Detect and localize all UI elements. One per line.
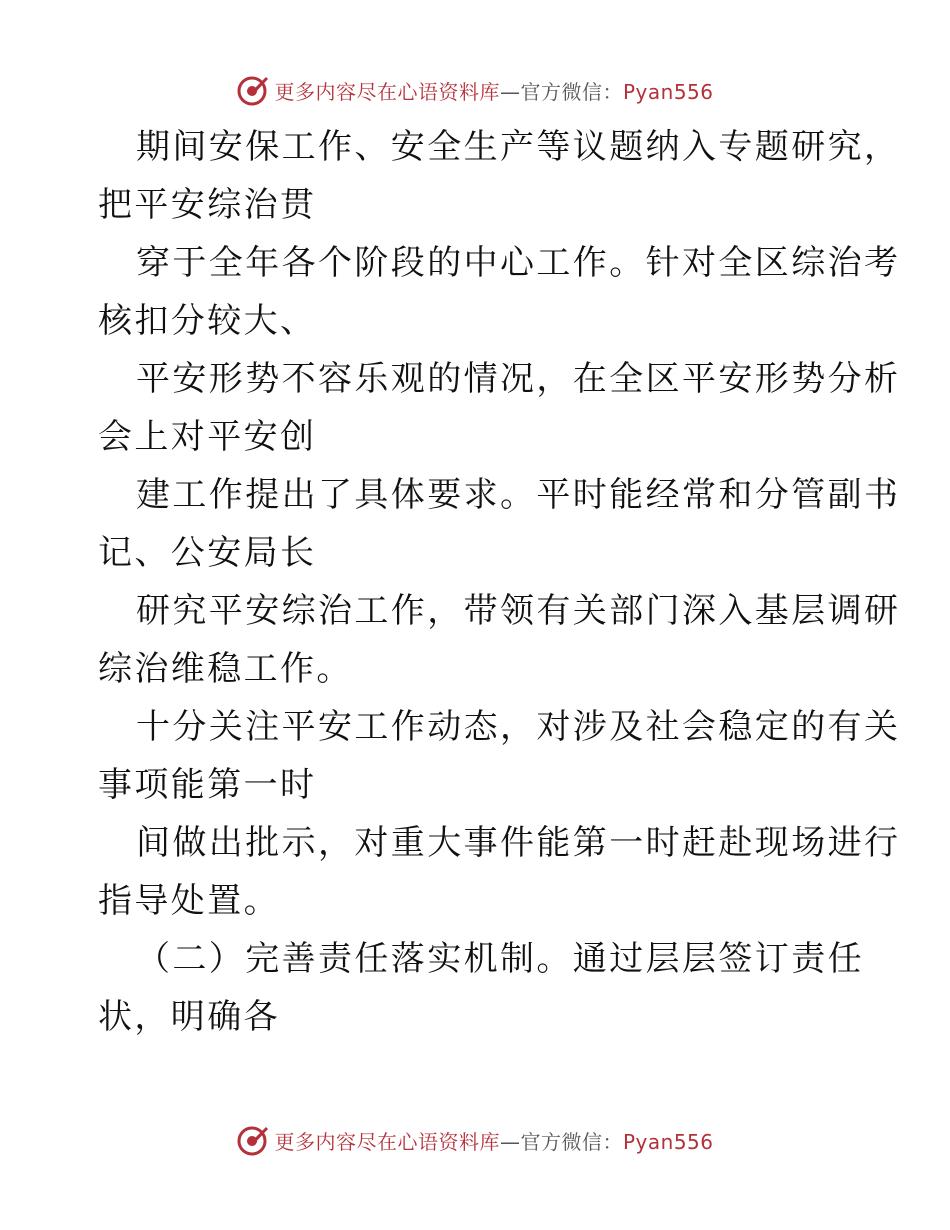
section-heading-line: （二）完善责任落实机制。通过层层签订责任 <box>136 939 864 979</box>
quill-pen-logo-icon <box>236 73 270 107</box>
paragraph-line: 事项能第一时 <box>98 765 317 805</box>
paragraph-line: 状，明确各 <box>98 997 280 1037</box>
watermark-text: 更多内容尽在心语资料库—官方微信：Pyan556 <box>274 79 714 104</box>
quill-pen-logo-icon <box>236 1123 270 1157</box>
paragraph-line: 把平安综治贯 <box>98 185 317 225</box>
paragraph-line: 平安形势不容乐观的情况，在全区平安形势分析 <box>136 359 901 399</box>
header-watermark <box>0 70 950 110</box>
paragraph-line: 十分关注平安工作动态，对涉及社会稳定的有关 <box>136 707 901 747</box>
footer-watermark <box>0 1120 950 1160</box>
paragraph-line: 穿于全年各个阶段的中心工作。针对全区综治考 <box>136 243 901 283</box>
paragraph-line: 指导处置。 <box>98 881 280 921</box>
paragraph-line: 建工作提出了具体要求。平时能经常和分管副书 <box>136 475 901 515</box>
paragraph-line: 间做出批示，对重大事件能第一时赶赴现场进行 <box>136 823 901 863</box>
paragraph-line: 会上对平安创 <box>98 417 317 457</box>
watermark-text: 更多内容尽在心语资料库—官方微信：Pyan556 <box>274 1129 714 1154</box>
paragraph-line: 核扣分较大、 <box>98 301 317 341</box>
paragraph-line: 综治维稳工作。 <box>98 649 353 689</box>
paragraph-line: 记、公安局长 <box>98 533 317 573</box>
document-body <box>98 118 901 1046</box>
paragraph-line: 期间安保工作、安全生产等议题纳入专题研究， <box>136 127 901 167</box>
paragraph-line: 研究平安综治工作，带领有关部门深入基层调研 <box>136 591 901 631</box>
